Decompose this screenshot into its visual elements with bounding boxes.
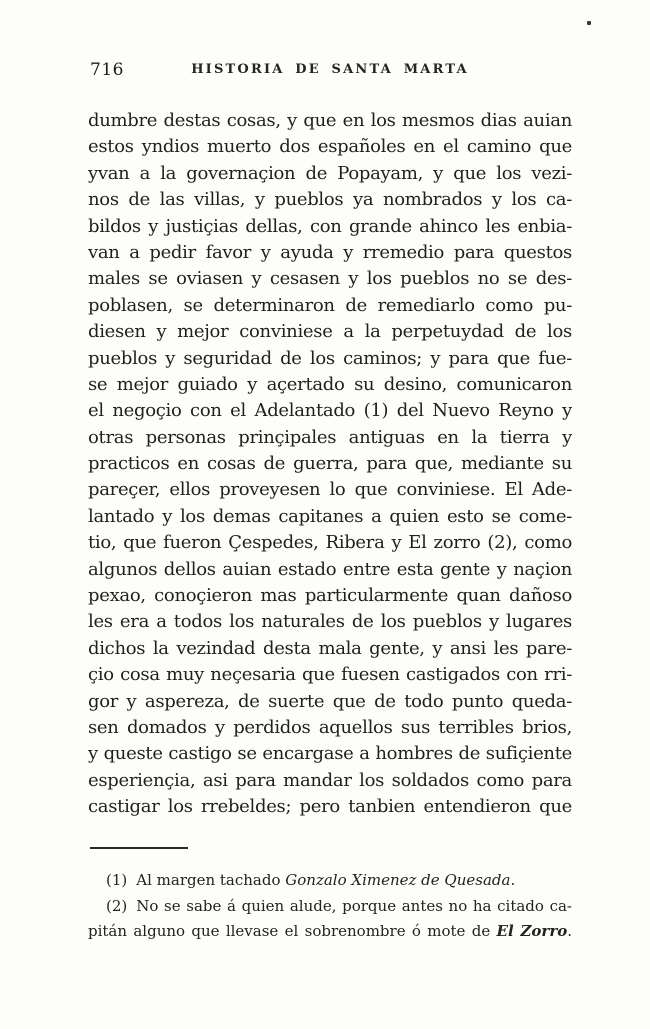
page-header [88,60,572,82]
body-line: lantado y los demas capitanes a quien esto se come- [88,505,572,527]
page-number: 716 [90,60,124,80]
footnote-2-line-1 [88,894,572,920]
body-line: diesen y mejor conviniese a la perpetuydad de los [88,321,572,343]
body-line: dumbre destas cosas, y que en los mesmos dias auian [88,110,572,131]
body-line: sen domados y perdidos aquellos sus terribles brios, [88,716,572,738]
body-line: gor y aspereza, de suerte que de todo punto queda- [88,690,572,712]
footnote-1-italic-name: Gonzalo Ximenez de Quesada [285,871,511,889]
body-line: males se oviasen y cesasen y los pueblos no se des- [88,268,572,290]
footnote-2-italic-name: El Zorro [496,922,568,941]
body-line: pexao, conoçieron mas particularmente quan dañoso [88,585,572,607]
body-line: çio cosa muy neçesaria que fuesen castigados con rri- [88,664,572,686]
footnote-2-marker: (2) [106,896,128,915]
body-line: castigar los rrebeldes; pero tanbien entendieron que [88,796,572,818]
footnote-2-continuation: pitán alguno que llevase el sobrenombre ó mote de [88,922,497,941]
body-line: les era a todos los naturales de los pueblos y lugares [88,611,572,633]
body-line: van a pedir favor y ayuda y rremedio para questos [88,241,572,263]
footnote-2-period: . [567,922,572,941]
footnote-separator-rule [90,847,188,849]
body-line: bildos y justiçias dellas, con grande ahinco les enbia- [88,215,572,237]
body-line: nos de las villas, y pueblos ya nombrados y los ca- [88,189,572,211]
footnote-1-period: . [510,871,516,889]
body-line: y queste castigo se encargase a hombres de sufiçiente [88,743,572,765]
footnote-2-text: No se sabe á quien alude, porque antes no ha citado ca- [136,896,572,915]
running-title: HISTORIA DE SANTA MARTA [191,62,469,77]
body-line: esperiençia, asi para mandar los soldados como para [88,769,572,791]
body-line: dichos la vezindad desta mala gente, y ansi les pare- [88,637,572,659]
footnote-2-line-2 [88,919,572,945]
footnote-1-marker: (1) [106,871,128,889]
footnote-1-text: Al margen tachado [136,871,286,889]
body-text [88,108,572,821]
ink-speck [587,21,591,25]
body-line: estos yndios muerto dos españoles en el camino que [88,136,572,158]
body-line: poblasen, se determinaron de remediarlo como pu- [88,294,572,316]
body-line: se mejor guiado y açertado su desino, comunicaron [88,373,572,395]
footnotes [88,868,572,945]
body-line: algunos dellos auian estado entre esta gente y naçion [88,558,572,580]
body-line: el negoçio con el Adelantado (1) del Nuevo Reyno y [88,400,572,422]
body-line: yvan a la governaçion de Popayam, y que los vezi- [88,162,572,184]
body-line: pueblos y seguridad de los caminos; y para que fue- [88,347,572,369]
body-line: practicos en cosas de guerra, para que, mediante su [88,453,572,475]
body-line: tio, que fueron Çespedes, Ribera y El zorro (2), como [88,532,572,554]
footnote-1 [88,868,572,894]
body-line: otras personas prinçipales antiguas en la tierra y [88,426,572,448]
body-line: pareçer, ellos proveyesen lo que conviniese. El Ade- [88,479,572,501]
